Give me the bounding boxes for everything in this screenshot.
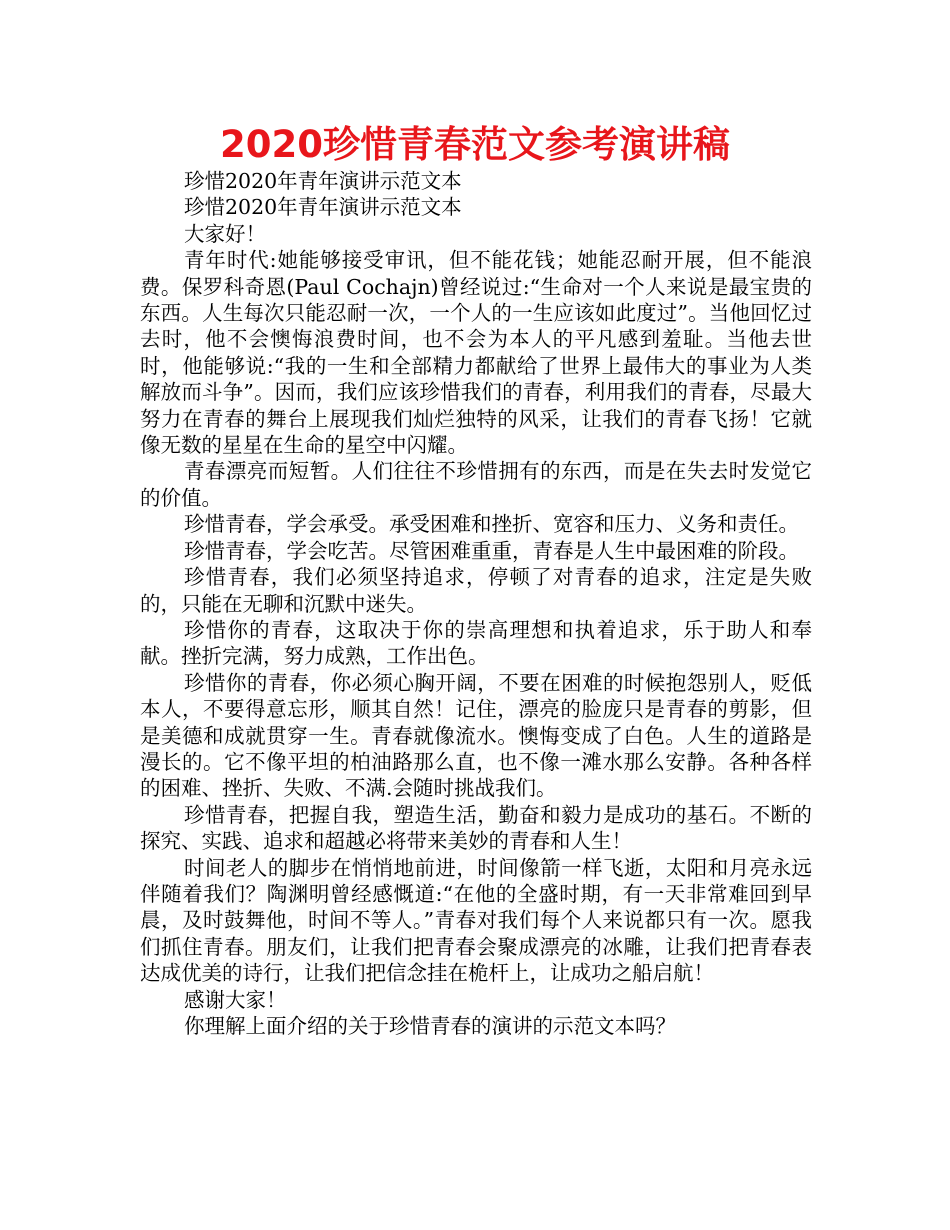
paragraph: 珍惜青春，学会吃苦。尽管困难重重，青春是人生中最困难的阶段。 <box>184 538 799 563</box>
paragraph: 珍惜你的青春，这取决于你的崇高理想和执着追求，乐于助人和奉献。挫折完满，努力成熟，工作出色。 <box>140 617 812 669</box>
paragraph: 珍惜2020年青年演讲示范文本 <box>184 195 462 220</box>
document-title: 2020珍惜青春范文参考演讲稿 <box>220 123 730 166</box>
paragraph: 珍惜青春，学会承受。承受困难和挫折、宽容和压力、义务和责任。 <box>184 512 799 537</box>
paragraph: 珍惜青春，把握自我，塑造生活，勤奋和毅力是成功的基石。不断的探究、实践、追求和超越必将带来美妙的青春和人生！ <box>140 802 812 854</box>
paragraph: 大家好！ <box>184 221 266 246</box>
paragraph: 珍惜2020年青年演讲示范文本 <box>184 169 462 193</box>
paragraph: 时间老人的脚步在悄悄地前进，时间像箭一样飞逝，太阳和月亮永远伴随着我们？陶渊明曾经感慨道:“在他的全盛时期，有一天非常难回到早晨，及时鼓舞他，时间不等人。”青春对我们每个人来说都只有一次。愿我们抓住青春。朋友们，让我们把青春会聚成漂亮的冰雕，让我们把青春表达成优美的诗行，让我们把信念挂在桅杆上，让成功之船启航！ <box>140 855 812 986</box>
paragraph: 感谢大家！ <box>184 987 287 1012</box>
paragraph: 珍惜青春，我们必须坚持追求，停顿了对青春的追求，注定是失败的，只能在无聊和沉默中迷失。 <box>140 565 812 616</box>
document-body <box>140 168 812 1039</box>
paragraph: 珍惜你的青春，你必须心胸开阔，不要在困难的时候抱怨别人，贬低本人，不要得意忘形，顺其自然！记住，漂亮的脸庞只是青春的剪影，但是美德和成就贯穿一生。青春就像流水。懊悔变成了白色。人生的道路是漫长的。它不像平坦的柏油路那么直，也不像一滩水那么安静。各种各样的困难、挫折、失败、不满.会随时挑战我们。 <box>140 670 812 801</box>
paragraph: 青年时代:她能够接受审讯，但不能花钱；她能忍耐开展，但不能浪费。保罗科奇恩(Paul Cochajn)曾经说过:“生命对一个人来说是最宝贵的东西。人生每次只能忍耐一次，一个人的一生应该如此度过”。当他回忆过去时，他不会懊悔浪费时间，也不会为本人的平凡感到羞耻。当他去世时，他能够说:“我的一生和全部精力都献给了世界上最伟大的事业为人类解放而斗争”。因而，我们应该珍惜我们的青春，利用我们的青春，尽最大努力在青春的舞台上展现我们灿烂独特的风采，让我们的青春飞扬！它就像无数的星星在生命的星空中闪耀。 <box>140 248 812 458</box>
paragraph: 你理解上面介绍的关于珍惜青春的演讲的示范文本吗？ <box>184 1014 676 1038</box>
paragraph: 青春漂亮而短暂。人们往往不珍惜拥有的东西，而是在失去时发觉它的价值。 <box>140 459 812 510</box>
